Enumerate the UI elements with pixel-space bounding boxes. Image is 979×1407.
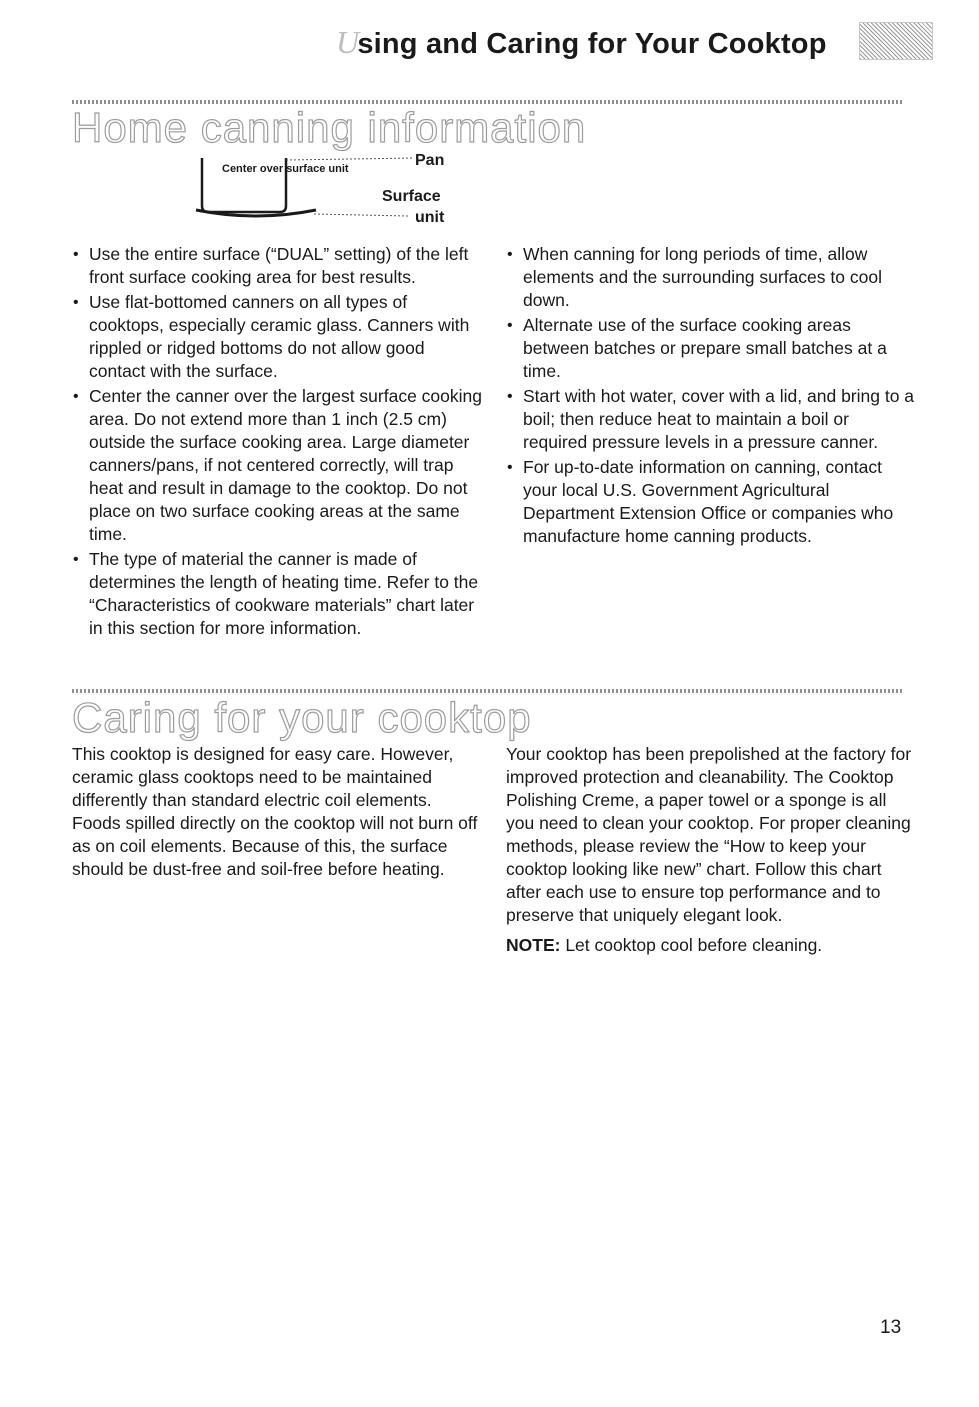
canning-left-list <box>72 243 482 640</box>
note-text: Let cooktop cool before cleaning. <box>565 935 823 955</box>
header-decoration <box>859 22 933 60</box>
canner-diagram <box>196 150 466 230</box>
caring-prepolished-paragraph: Your cooktop has been prepolished at the factory for improved protection and cleanability. The Cooktop Polishing Creme, a paper towel or a sponge is all you need to clean your cooktop. For proper cleaning methods, please review the “How to keep your cooktop looking like new” chart. Follow this chart after each use to ensure top performance and to preserve that uniquely elegant look. <box>506 744 912 925</box>
header-drop-cap: U <box>336 24 360 60</box>
canning-left-column <box>72 243 482 642</box>
section-title-caring: Caring for your cooktop <box>72 694 532 741</box>
section-divider <box>72 689 904 693</box>
list-item: • The type of material the canner is made of determines the length of heating time. Refer to the “Characteristics of cookware materials” chart later in this section for more information. <box>72 548 482 640</box>
caring-left-column <box>72 743 482 888</box>
caring-note <box>506 934 916 957</box>
pan-label: Pan <box>415 152 445 169</box>
note-label: NOTE: <box>506 935 561 955</box>
section-title-home-canning: Home canning information <box>72 104 587 151</box>
caring-intro-paragraph: This cooktop is designed for easy care. However, ceramic glass cooktops need to be maintained differently than standard electric coil elements. Foods spilled directly on the cooktop will not burn off as on coil elements. Because of this, the surface should be dust-free and soil-free before heating. <box>72 744 478 879</box>
header-title-text: sing and Caring for Your Cooktop <box>357 28 827 60</box>
list-item: • For up-to-date information on canning, contact your local U.S. Government Agricultural Department Extension Office or companies who manufacture home canning products. <box>506 456 916 548</box>
page-header-title <box>336 24 827 61</box>
list-item: • When canning for long periods of time, allow elements and the surrounding surfaces to cool down. <box>506 243 916 312</box>
list-item: • Use the entire surface (“DUAL” setting) of the left front surface cooking area for best results. <box>72 243 482 289</box>
unit-label: unit <box>415 209 445 226</box>
list-item: • Center the canner over the largest surface cooking area. Do not extend more than 1 inch (2.5 cm) outside the surface cooking area. Large diameter canners/pans, if not centered correctly, will trap heat and result in damage to the cooktop. Do not place on two surface cooking areas at the same time. <box>72 385 482 546</box>
caring-right-column <box>506 743 916 964</box>
list-item: • Alternate use of the surface cooking areas between batches or prepare small batches at a time. <box>506 314 916 383</box>
list-item: • Start with hot water, cover with a lid, and bring to a boil; then reduce heat to maintain a boil or required pressure levels in a pressure canner. <box>506 385 916 454</box>
center-over-label: Center over surface unit <box>222 163 349 175</box>
surface-label: Surface <box>382 188 441 205</box>
canning-right-column <box>506 243 916 550</box>
list-item: • Use flat-bottomed canners on all types of cooktops, especially ceramic glass. Canners with rippled or ridged bottoms do not allow good contact with the surface. <box>72 291 482 383</box>
canning-right-list <box>506 243 916 548</box>
page-number: 13 <box>880 1317 902 1338</box>
